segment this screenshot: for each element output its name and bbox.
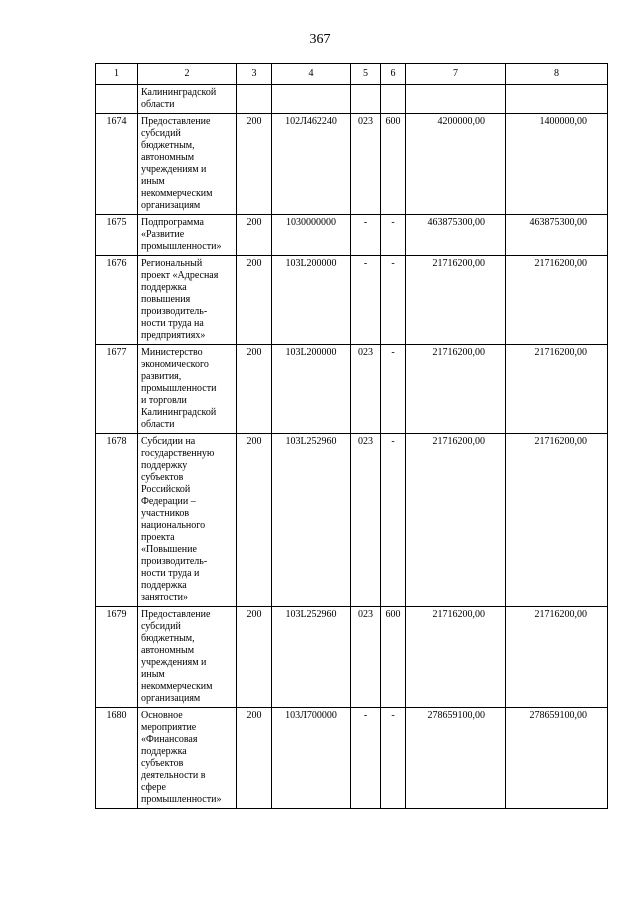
target-article-cell	[272, 85, 351, 114]
name-line: поддержку	[141, 460, 188, 471]
name-line: Федерации –	[141, 496, 196, 507]
row-number-cell: 1676	[96, 256, 138, 345]
expense-type-cell: -	[381, 256, 406, 345]
name-line: «Повышение	[141, 544, 197, 555]
name-line: учреждениям и	[141, 164, 207, 175]
target-article-cell: 103L200000	[272, 345, 351, 434]
row-name-cell	[138, 345, 237, 434]
amount-year-1-cell: 21716200,00	[406, 256, 506, 345]
column-header: 5	[351, 64, 381, 85]
target-article-cell: 103L252960	[272, 434, 351, 607]
table-header-row	[96, 64, 608, 85]
name-line: промышленности	[141, 383, 217, 394]
amount-year-2-cell: 21716200,00	[506, 345, 608, 434]
amount-year-1-cell	[406, 85, 506, 114]
name-line: Региональный	[141, 258, 203, 269]
name-line: повышения	[141, 294, 191, 305]
name-line: деятельности в	[141, 770, 206, 781]
table-row	[96, 114, 608, 215]
name-line: поддержка	[141, 580, 187, 591]
table-row	[96, 434, 608, 607]
name-line: организациям	[141, 693, 201, 704]
name-line: проекта	[141, 532, 175, 543]
chapter-code-cell: 200	[237, 708, 272, 809]
name-line: проект «Адресная	[141, 270, 219, 281]
amount-year-1-cell: 463875300,00	[406, 215, 506, 256]
column-header: 7	[406, 64, 506, 85]
column-header: 8	[506, 64, 608, 85]
section-code-cell: -	[351, 256, 381, 345]
budget-table	[95, 63, 608, 809]
amount-year-2-cell: 21716200,00	[506, 607, 608, 708]
amount-year-1-cell: 21716200,00	[406, 434, 506, 607]
expense-type-cell: -	[381, 215, 406, 256]
row-name-cell	[138, 85, 237, 114]
name-line: автономным	[141, 645, 195, 656]
row-number-cell	[96, 85, 138, 114]
name-line: Предоставление	[141, 116, 211, 127]
chapter-code-cell: 200	[237, 114, 272, 215]
expense-type-cell: -	[381, 708, 406, 809]
table-row	[96, 708, 608, 809]
name-line: учреждениям и	[141, 657, 207, 668]
table-row	[96, 607, 608, 708]
name-line: области	[141, 419, 175, 430]
name-line: промышленности»	[141, 794, 222, 805]
amount-year-2-cell: 21716200,00	[506, 434, 608, 607]
name-line: развития,	[141, 371, 182, 382]
section-code-cell: 023	[351, 114, 381, 215]
chapter-code-cell: 200	[237, 256, 272, 345]
name-line: поддержка	[141, 746, 187, 757]
section-code-cell: 023	[351, 434, 381, 607]
expense-type-cell: 600	[381, 114, 406, 215]
name-line: государственную	[141, 448, 215, 459]
name-line: области	[141, 99, 175, 110]
name-line: ности труда и	[141, 568, 200, 579]
row-number-cell: 1678	[96, 434, 138, 607]
row-number-cell: 1675	[96, 215, 138, 256]
page-number: 367	[309, 32, 331, 47]
name-line: участников	[141, 508, 190, 519]
expense-type-cell: -	[381, 434, 406, 607]
row-name-cell	[138, 114, 237, 215]
column-header: 3	[237, 64, 272, 85]
table-row	[96, 345, 608, 434]
section-code-cell: 023	[351, 345, 381, 434]
chapter-code-cell	[237, 85, 272, 114]
name-line: промышленности»	[141, 241, 222, 252]
row-name-cell	[138, 607, 237, 708]
row-name-cell	[138, 708, 237, 809]
row-number-cell: 1674	[96, 114, 138, 215]
name-line: организациям	[141, 200, 201, 211]
section-code-cell: -	[351, 708, 381, 809]
chapter-code-cell: 200	[237, 215, 272, 256]
name-line: субсидий	[141, 128, 181, 139]
row-number-cell: 1677	[96, 345, 138, 434]
amount-year-2-cell: 1400000,00	[506, 114, 608, 215]
section-code-cell	[351, 85, 381, 114]
expense-type-cell	[381, 85, 406, 114]
target-article-cell: 103L200000	[272, 256, 351, 345]
name-line: Предоставление	[141, 609, 211, 620]
column-header: 2	[138, 64, 237, 85]
name-line: Субсидии на	[141, 436, 196, 447]
name-line: «Финансовая	[141, 734, 198, 745]
name-line: Калининградской	[141, 87, 217, 98]
chapter-code-cell: 200	[237, 345, 272, 434]
name-line: некоммерческим	[141, 681, 213, 692]
column-header: 4	[272, 64, 351, 85]
table-row	[96, 256, 608, 345]
name-line: мероприятие	[141, 722, 197, 733]
amount-year-2-cell: 278659100,00	[506, 708, 608, 809]
chapter-code-cell: 200	[237, 607, 272, 708]
target-article-cell: 1030000000	[272, 215, 351, 256]
name-line: Основное	[141, 710, 183, 721]
name-line: занятости»	[141, 592, 188, 603]
column-header: 1	[96, 64, 138, 85]
name-line: бюджетным,	[141, 633, 195, 644]
row-number-cell: 1680	[96, 708, 138, 809]
name-line: некоммерческим	[141, 188, 213, 199]
column-header: 6	[381, 64, 406, 85]
section-code-cell: -	[351, 215, 381, 256]
expense-type-cell: -	[381, 345, 406, 434]
amount-year-1-cell: 21716200,00	[406, 345, 506, 434]
name-line: производитель-	[141, 306, 208, 317]
row-name-cell	[138, 256, 237, 345]
amount-year-1-cell: 4200000,00	[406, 114, 506, 215]
name-line: иным	[141, 176, 165, 187]
name-line: субъектов	[141, 758, 184, 769]
name-line: бюджетным,	[141, 140, 195, 151]
table-row	[96, 215, 608, 256]
amount-year-2-cell: 463875300,00	[506, 215, 608, 256]
section-code-cell: 023	[351, 607, 381, 708]
name-line: «Развитие	[141, 229, 185, 240]
name-line: национального	[141, 520, 206, 531]
name-line: Министерство	[141, 347, 203, 358]
amount-year-1-cell: 21716200,00	[406, 607, 506, 708]
name-line: предприятиях»	[141, 330, 206, 341]
name-line: поддержка	[141, 282, 187, 293]
name-line: ности труда на	[141, 318, 204, 329]
amount-year-2-cell	[506, 85, 608, 114]
table-row	[96, 85, 608, 114]
target-article-cell: 103L252960	[272, 607, 351, 708]
name-line: субсидий	[141, 621, 181, 632]
name-line: сфере	[141, 782, 166, 793]
chapter-code-cell: 200	[237, 434, 272, 607]
name-line: иным	[141, 669, 165, 680]
name-line: Калининградской	[141, 407, 217, 418]
name-line: субъектов	[141, 472, 184, 483]
target-article-cell: 103Л700000	[272, 708, 351, 809]
target-article-cell: 102Л462240	[272, 114, 351, 215]
name-line: автономным	[141, 152, 195, 163]
row-name-cell	[138, 434, 237, 607]
name-line: экономического	[141, 359, 209, 370]
expense-type-cell: 600	[381, 607, 406, 708]
amount-year-2-cell: 21716200,00	[506, 256, 608, 345]
name-line: Российской	[141, 484, 191, 495]
row-name-cell	[138, 215, 237, 256]
row-number-cell: 1679	[96, 607, 138, 708]
name-line: и торговли	[141, 395, 187, 406]
name-line: производитель-	[141, 556, 208, 567]
name-line: Подпрограмма	[141, 217, 204, 228]
amount-year-1-cell: 278659100,00	[406, 708, 506, 809]
